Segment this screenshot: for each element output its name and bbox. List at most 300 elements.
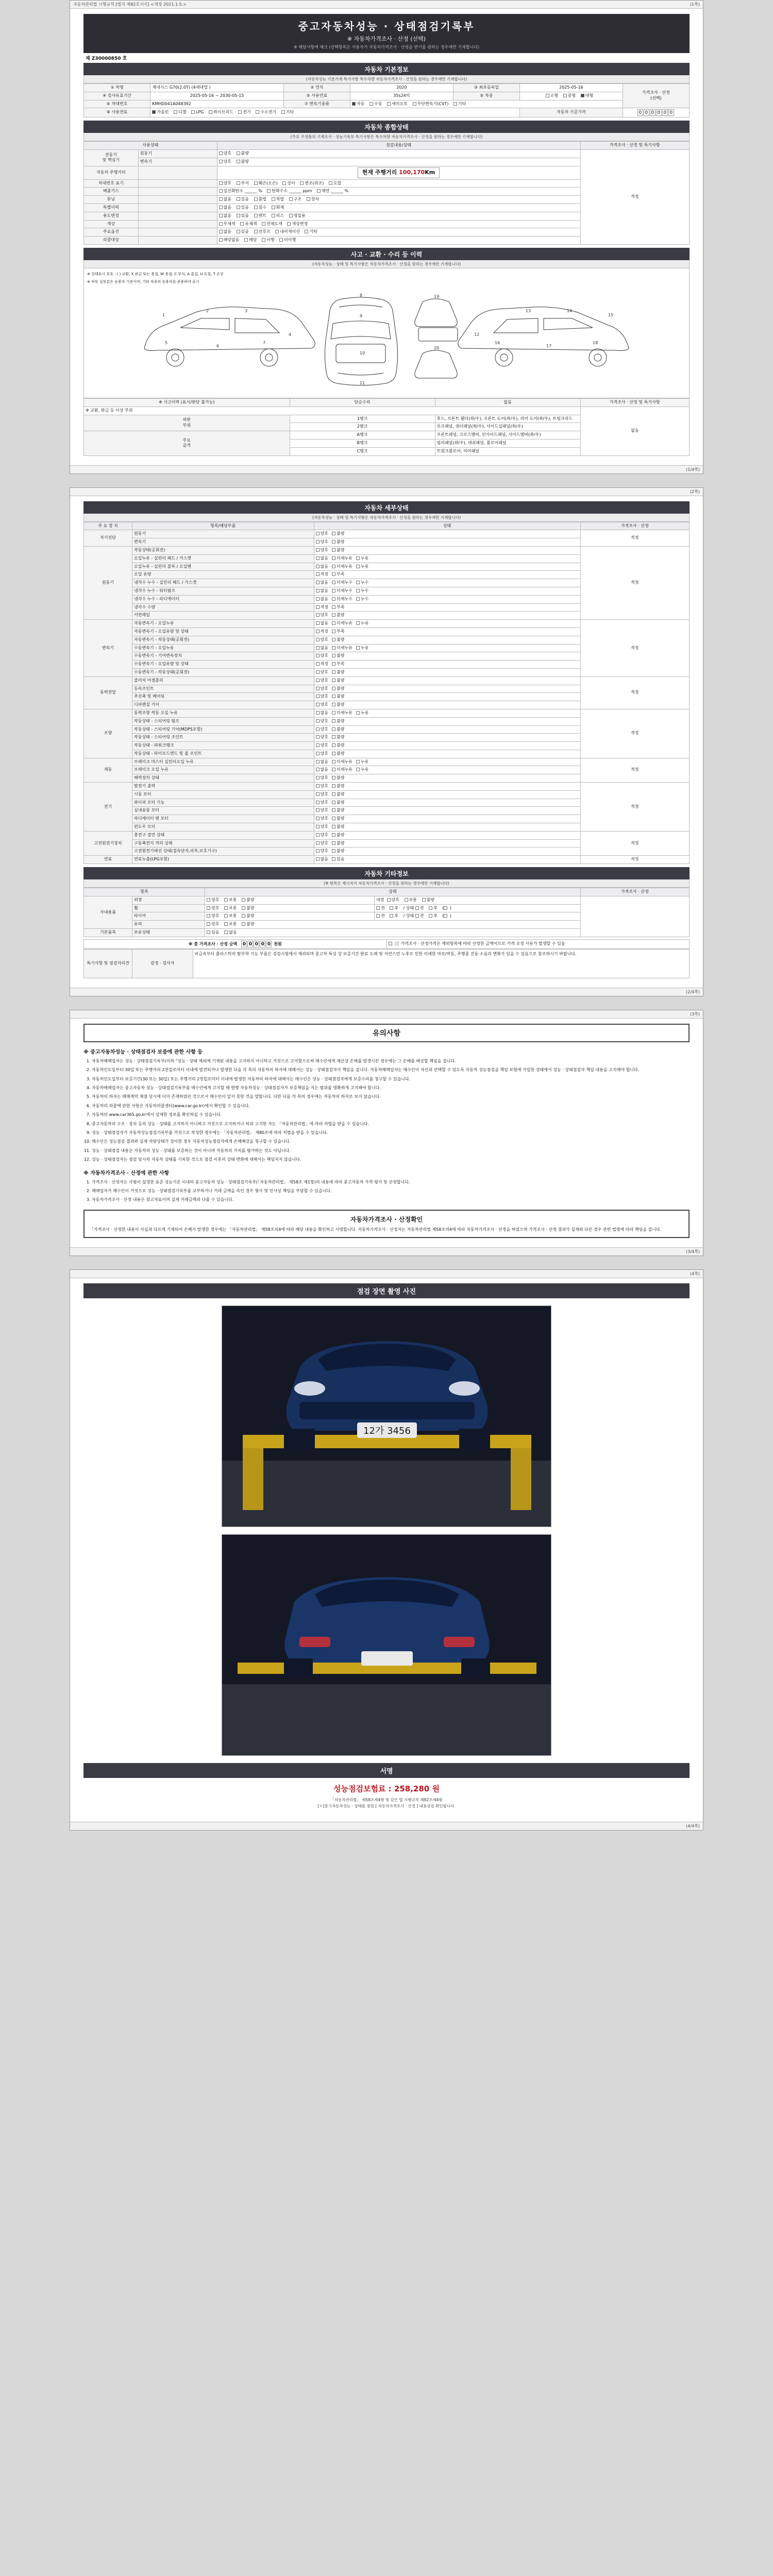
detail-option[interactable]: 적정 [316,605,328,611]
checkbox-icon[interactable] [316,768,320,771]
tuning-yes[interactable]: 있음 [237,197,249,202]
checkbox-icon[interactable] [332,808,335,812]
vin-forged[interactable]: 변조(위조) [300,181,324,187]
detail-option[interactable]: 불량 [332,727,344,733]
detail-option[interactable]: 없음 [316,759,328,765]
opt-none[interactable]: 없음 [219,229,231,235]
overall-value-emission [217,188,580,196]
detail-option[interactable]: 미세누수 [332,588,352,594]
fuel-option-lpg[interactable]: LPG [191,110,204,115]
checkbox-icon[interactable] [356,556,360,560]
tuning-none[interactable]: 없음 [219,197,231,202]
bodytype-option-large[interactable]: 대형 [581,93,593,99]
detail-option[interactable]: 미세누유 [332,564,352,570]
use-none[interactable]: 없음 [219,213,231,219]
checkbox-icon[interactable] [332,817,335,820]
detail-option[interactable]: 양호 [316,849,328,854]
opt-etc[interactable]: 기타 [305,229,317,235]
detail-option[interactable]: 누수 [356,597,368,602]
detail-option[interactable]: 양호 [316,816,328,822]
detail-option[interactable]: 양호 [316,531,328,537]
color-achromatic[interactable]: 무채색 [219,222,236,227]
checkbox-icon[interactable] [332,833,335,837]
detail-option[interactable]: 누유 [356,646,368,651]
detail-option[interactable]: 양호 [316,539,328,545]
detail-option[interactable]: 없음 [316,857,328,862]
checkbox-icon[interactable] [332,776,335,779]
checkbox-icon[interactable] [316,556,320,560]
checkbox-icon[interactable] [356,581,360,584]
checkbox-icon[interactable] [332,548,335,552]
checkbox-icon[interactable] [316,540,320,544]
checkbox-icon[interactable] [316,532,320,535]
detail-option[interactable]: 양호 [316,719,328,724]
tuning-structure[interactable]: 구조 [289,197,301,202]
history-fire[interactable]: 화재 [272,205,284,211]
checkbox-icon[interactable] [332,621,335,625]
detail-option[interactable]: 없음 [316,580,328,586]
checkbox-icon[interactable] [316,613,320,617]
detail-option[interactable]: 양호 [316,694,328,700]
detail-option[interactable]: 불량 [332,735,344,740]
checkbox-icon[interactable] [332,679,335,682]
notice-item: 5. 자동차의 하자는 매매계약 체결 당시에 이미 존재하였던 것으로서 매수인이 알지 못한 것을 말합니다. 다만 다음 각 목의 경우에는 자동차의 하자로 보지 않습니다. [92,1094,690,1100]
detail-option[interactable]: 누유 [356,621,368,626]
vin-diff[interactable]: 상이 [282,181,295,187]
detail-option[interactable]: 적정 [316,572,328,578]
detail-option[interactable]: 누유 [356,564,368,570]
checkbox-icon[interactable] [332,532,335,535]
checkbox-icon[interactable] [316,849,320,853]
checkbox-icon[interactable] [316,572,320,576]
detail-option[interactable]: 적정 [316,629,328,635]
diagram-note-2: ※ 하부 실부분은 승용차 기준이며, 기타 차종의 승용차를 준용하여 표시 [87,279,199,284]
total-price-check[interactable] [389,942,392,945]
checkbox-icon[interactable] [356,597,360,601]
recall-na[interactable]: 해당없음 [219,238,240,243]
checkbox-icon[interactable] [332,735,335,739]
detail-option[interactable]: 불량 [332,686,344,692]
checkbox-icon[interactable] [332,687,335,690]
detail-option[interactable]: 없음 [316,556,328,562]
detail-option[interactable]: 미세누유 [332,759,352,765]
color-chromatic[interactable]: 유채색 [240,222,257,227]
opt-sunroof[interactable]: 선루프 [254,229,271,235]
detail-option[interactable]: 불량 [332,808,344,814]
detail-option[interactable]: 양호 [316,702,328,708]
checkbox-icon[interactable] [316,621,320,625]
recall-yes[interactable]: 해당 [244,238,257,243]
wheel-rear[interactable]: 후 [390,906,398,911]
checkbox-icon[interactable] [316,817,320,820]
checkbox-icon[interactable] [316,711,320,715]
ext-bad[interactable]: 불량 [242,897,254,903]
detail-col-1: 주 요 장 치 [84,522,132,530]
fuel-option-ev[interactable]: 전기 [238,110,250,115]
detail-option[interactable]: 불량 [332,775,344,781]
emission-co[interactable]: 일산화탄소 ______ % [219,189,262,194]
recall-undone[interactable]: 미이행 [279,238,296,243]
detail-option[interactable]: 불량 [332,849,344,854]
checkbox-icon[interactable] [316,581,320,584]
checkbox-icon[interactable] [332,540,335,544]
checkbox-icon[interactable] [332,646,335,650]
checkbox-icon[interactable] [316,679,320,682]
basic-has[interactable]: 있음 [207,930,219,936]
emission-smoke[interactable]: 매연 ______ % [317,189,348,194]
wheel-etc[interactable] [444,906,447,910]
checkbox-icon[interactable] [332,654,335,657]
wheel-front2[interactable]: 전 [415,906,424,911]
detail-option[interactable]: 불량 [332,792,344,798]
detail-option[interactable]: 부족 [332,572,344,578]
page-4-header-right: (4쪽) [690,1272,700,1277]
detail-option[interactable]: 양호 [316,751,328,757]
detail-option[interactable]: 없음 [316,597,328,602]
checkbox-icon[interactable] [332,597,335,601]
checkbox-icon[interactable] [332,727,335,731]
detail-option[interactable]: 없음 [316,646,328,651]
checkbox-icon[interactable] [316,833,320,837]
accident-rank-a: A랭크 [290,431,435,439]
detail-option[interactable]: 불량 [332,824,344,830]
fuel-option-gasoline[interactable]: 가솔린 [152,110,169,115]
trans-good[interactable]: 양호 [219,159,231,165]
detail-item-options [314,660,580,669]
use-lease[interactable]: 리스 [272,213,284,219]
color-changed[interactable]: 색상변경 [287,222,308,227]
checkbox-icon[interactable] [332,581,335,584]
detail-option[interactable]: 양호 [316,637,328,643]
checkbox-icon[interactable] [332,556,335,560]
checkbox-icon[interactable] [316,841,320,845]
detail-option[interactable]: 불량 [332,751,344,757]
insurance-fee-value: 258,280 [394,1784,430,1794]
photo-rear [222,1534,551,1756]
detail-item-label: 작동상태 - 타이로드엔드 및 볼 조인트 [132,750,314,758]
checkbox-icon[interactable] [332,613,335,617]
label-fuel2: ⑧ 사용연료 [84,108,150,117]
detail-option[interactable]: 미세누유 [332,710,352,716]
checkbox-icon[interactable] [316,808,320,812]
checkbox-icon[interactable] [316,727,320,731]
detail-option[interactable]: 양호 [316,727,328,733]
detail-option[interactable]: 양호 [316,678,328,684]
detail-item-label: 발전기 출력 [132,783,314,791]
detail-item-options [314,807,580,815]
detail-option[interactable]: 불량 [332,678,344,684]
checkbox-icon[interactable] [316,825,320,828]
vin-good[interactable]: 양호 [219,181,231,187]
checkbox-icon[interactable] [332,784,335,788]
checkbox-icon[interactable] [316,597,320,601]
trans-option-etc[interactable]: 기타 [453,101,466,107]
bodytype-option-small[interactable]: 소형 [546,93,558,99]
checkbox-icon[interactable] [316,719,320,723]
detail-option[interactable]: 불량 [332,539,344,545]
bodytype-option-mid[interactable]: 중형 [563,93,576,99]
checkbox-icon[interactable] [332,849,335,853]
overall-cat-usechange: 용도변경 [84,212,139,220]
checkbox-icon[interactable] [316,630,320,633]
detail-option[interactable]: 미세누유 [332,621,352,626]
use-business[interactable]: 영업용 [289,213,306,219]
detail-option[interactable]: 양호 [316,824,328,830]
detail-option[interactable]: 적정 [316,662,328,667]
vin-rust[interactable]: 부식 [237,181,249,187]
detail-option[interactable]: 누유 [356,767,368,773]
detail-option[interactable]: 부족 [332,605,344,611]
page-3-footer-text: (3/4쪽) [686,1249,700,1255]
checkbox-icon[interactable] [316,662,320,666]
detail-option[interactable]: 있음 [332,857,344,862]
wheel-bad[interactable]: 불량 [242,906,254,911]
detail-option[interactable]: 미세누유 [332,646,352,651]
detail-item-label: 수동변속기 - 오일누유 [132,644,314,652]
trans-option-cvt[interactable]: 무단변속기(CVT) [413,101,449,107]
detail-option[interactable]: 누유 [356,759,368,765]
checkbox-icon[interactable] [316,752,320,755]
detail-option[interactable]: 양호 [316,548,328,553]
checkbox-icon[interactable] [356,565,360,568]
detail-option[interactable]: 누유 [356,710,368,716]
checkbox-icon[interactable] [316,654,320,657]
ext-normal[interactable]: 보통 [224,897,237,903]
detail-option[interactable]: 부족 [332,662,344,667]
checkbox-icon[interactable] [356,621,360,625]
accident-group-frame: 주요 골격 [84,431,290,455]
wheel-normal[interactable]: 보통 [224,906,237,911]
int-good[interactable]: 양호 [387,897,399,903]
fuel-option-hybrid[interactable]: 하이브리드 [209,110,233,115]
svg-text:4: 4 [289,332,292,337]
recall-done[interactable]: 이행 [262,238,274,243]
detail-group-price: 적정 [580,620,690,677]
emission-hc[interactable]: 탄화수소 ______ ppm [267,189,312,194]
detail-option[interactable]: 불량 [332,833,344,838]
checkbox-icon[interactable] [356,768,360,771]
checkbox-icon[interactable] [332,630,335,633]
basic-none[interactable]: 없음 [224,930,237,936]
detail-option[interactable]: 양호 [316,775,328,781]
checkbox-icon[interactable] [332,801,335,804]
detail-option[interactable]: 불량 [332,816,344,822]
detail-option[interactable]: 불량 [332,702,344,708]
checkbox-icon[interactable] [332,825,335,828]
detail-group-price: 적정 [580,546,690,619]
detail-group-name: 연료 [84,856,132,864]
checkbox-icon[interactable] [316,760,320,764]
fuel-option-etc[interactable]: 기타 [281,110,294,115]
detail-option[interactable]: 양호 [316,784,328,789]
vin-erased[interactable]: 도말 [329,181,341,187]
trans-option-auto[interactable]: 자동 [352,101,364,107]
trans-option-semi[interactable]: 세미오토 [387,101,408,107]
use-yes[interactable]: 있음 [237,213,249,219]
detail-option[interactable]: 없음 [316,767,328,773]
opt-navigation[interactable]: 내비게이션 [275,229,300,235]
total-price-note-text: ⬜ 가격조사 · 산정가격은 제외항목에 따라 산정한 금액이므로 가격 조정 사유가 발생할 수 있음 [394,941,565,946]
fuel-option-diesel[interactable]: 디젤 [174,110,186,115]
ext-good[interactable]: 양호 [207,897,219,903]
checkbox-icon[interactable] [316,589,320,592]
detail-item-label: 오일 유량 [132,571,314,579]
history-none[interactable]: 없음 [219,205,231,211]
opt-yes[interactable]: 있음 [237,229,249,235]
detail-option[interactable]: 없음 [316,710,328,716]
history-flood[interactable]: 침수 [254,205,266,211]
detail-option[interactable]: 불량 [332,670,344,675]
detail-option[interactable]: 부족 [332,629,344,635]
detail-option[interactable]: 미세누수 [332,580,352,586]
checkbox-icon[interactable] [356,760,360,764]
detail-option[interactable]: 양호 [316,735,328,740]
detail-option[interactable]: 불량 [332,800,344,806]
other-value-wheel [205,904,375,912]
history-yes[interactable]: 있음 [237,205,249,211]
checkbox-icon[interactable] [332,662,335,666]
page-2 [70,487,703,996]
int-normal[interactable]: 보통 [405,897,417,903]
tuning-illegal[interactable]: 불법 [254,197,266,202]
checkbox-icon[interactable] [316,703,320,706]
photo-front-svg [222,1306,551,1527]
detail-option[interactable]: 불량 [332,637,344,643]
detail-option[interactable]: 양호 [316,841,328,846]
mileage-value: 100,170 [399,168,425,176]
glass-bad[interactable]: 불량 [242,922,254,927]
checkbox-icon[interactable] [316,784,320,788]
detail-option[interactable]: 미세누수 [332,597,352,602]
fuel-option-h2[interactable]: 수소전기 [256,110,276,115]
detail-option[interactable]: 양호 [316,808,328,814]
checkbox-icon[interactable] [332,565,335,568]
checkbox-icon[interactable] [316,801,320,804]
checkbox-icon[interactable] [356,589,360,592]
detail-item-label: 라디에이터 팬 모터 [132,815,314,823]
detail-option[interactable]: 양호 [316,653,328,659]
engine-good[interactable]: 양호 [219,151,231,157]
checkbox-icon[interactable] [316,743,320,747]
tire-front[interactable]: 전 [376,913,385,919]
wheel-front[interactable]: 전 [376,906,385,911]
tire-good[interactable]: 양호 [207,913,219,919]
detail-option[interactable]: 누유 [356,556,368,562]
checkbox-icon[interactable] [332,760,335,764]
trans-option-manual[interactable]: 수동 [369,101,382,107]
detail-option[interactable]: 양호 [316,670,328,675]
color-full-paint[interactable]: 전체도색 [262,222,282,227]
overall-cat-options: 주요옵션 [84,228,139,236]
mileage-unit: Km [425,168,435,176]
glass-normal[interactable]: 보통 [224,922,237,927]
wheel-good[interactable]: 양호 [207,906,219,911]
detail-option[interactable]: 양호 [316,686,328,692]
trans-bad[interactable]: 불량 [237,159,249,165]
checkbox-icon[interactable] [332,743,335,747]
vin-damaged[interactable]: 훼손(오손) [254,181,278,187]
checkbox-icon[interactable] [332,572,335,576]
checkbox-icon[interactable] [316,605,320,609]
checkbox-icon[interactable] [316,638,320,641]
checkbox-icon[interactable] [332,711,335,715]
detail-option[interactable]: 불량 [332,531,344,537]
checkbox-icon[interactable] [316,776,320,779]
checkbox-icon[interactable] [316,548,320,552]
tire-front2[interactable]: 전 [415,913,424,919]
detail-option[interactable]: 불량 [332,653,344,659]
detail-option[interactable]: 미세누유 [332,767,352,773]
detail-option[interactable]: 누수 [356,588,368,594]
tuning-legal[interactable]: 적법 [272,197,284,202]
detail-option[interactable]: 없음 [316,621,328,626]
detail-option[interactable]: 양호 [316,743,328,749]
detail-option[interactable]: 양호 [316,800,328,806]
detail-option[interactable]: 없음 [316,588,328,594]
checkbox-icon[interactable] [332,857,335,861]
tire-rear2[interactable]: 후 [429,913,438,919]
checkbox-icon[interactable] [316,565,320,568]
checkbox-icon[interactable] [332,638,335,641]
use-rent[interactable]: 렌트 [254,213,266,219]
memo-text: 비금속부터 플라스틱의 탈부착 기능 부품은 검검시험에서 제외되며 중고차 특성 상 보증기간 완료 도래 및 자연스런 노후로 인한 미세한 마모/작동, 주행중 진동·소음의 변화가 있을 수 있음으로 참조하시기 바랍니다. [193,949,690,978]
detail-option[interactable]: 없음 [316,564,328,570]
detail-option[interactable]: 미세누유 [332,556,352,562]
checkbox-icon[interactable] [332,841,335,845]
wheel-rear2[interactable]: 후 [429,906,438,911]
detail-option[interactable]: 양호 [316,613,328,618]
checkbox-icon[interactable] [316,792,320,796]
detail-option[interactable]: 불량 [332,743,344,749]
tire-normal[interactable]: 보통 [224,913,237,919]
checkbox-icon[interactable] [332,719,335,723]
detail-option[interactable]: 불량 [332,694,344,700]
checkbox-icon[interactable] [332,703,335,706]
checkbox-icon[interactable] [316,694,320,698]
checkbox-icon[interactable] [316,687,320,690]
tire-bad[interactable]: 불량 [242,913,254,919]
detail-option[interactable]: 불량 [332,613,344,618]
tuning-device[interactable]: 장치 [307,197,319,202]
checkbox-icon[interactable] [316,857,320,861]
detail-option[interactable]: 양호 [316,833,328,838]
checkbox-icon[interactable] [332,768,335,771]
detail-option[interactable]: 불량 [332,841,344,846]
checkbox-icon[interactable] [316,646,320,650]
detail-option[interactable]: 누수 [356,580,368,586]
checkbox-icon[interactable] [332,752,335,755]
detail-option[interactable]: 불량 [332,548,344,553]
checkbox-icon[interactable] [332,670,335,674]
checkbox-icon[interactable] [316,735,320,739]
tire-etc[interactable] [444,914,447,918]
checkbox-icon[interactable] [332,589,335,592]
int-bad[interactable]: 불량 [422,897,434,903]
glass-good[interactable]: 양호 [207,922,219,927]
checkbox-icon[interactable] [332,694,335,698]
detail-option[interactable]: 양호 [316,792,328,798]
detail-option[interactable]: 불량 [332,719,344,724]
checkbox-icon[interactable] [332,792,335,796]
checkbox-icon[interactable] [332,605,335,609]
checkbox-icon[interactable] [356,646,360,650]
signature-section-title: 서명 [83,1763,690,1778]
detail-option[interactable]: 불량 [332,784,344,789]
tire-rear[interactable]: 후 [390,913,398,919]
engine-bad[interactable]: 불량 [237,151,249,157]
checkbox-icon[interactable] [356,711,360,715]
checkbox-icon[interactable] [316,670,320,674]
